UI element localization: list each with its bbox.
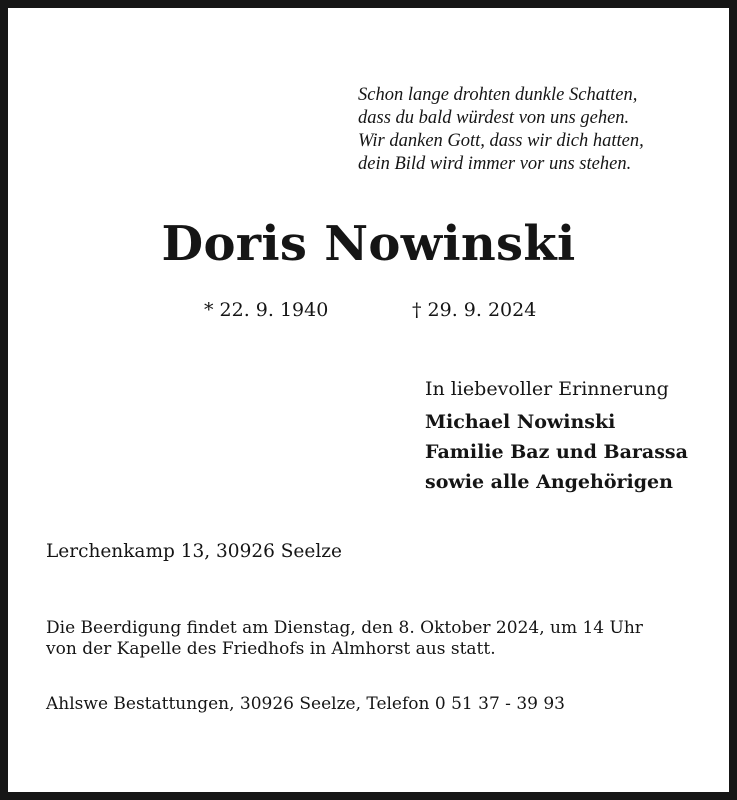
deceased-name: Doris Nowinski: [161, 216, 576, 272]
funeral-line: Die Beerdigung findet am Dienstag, den 8. Oktober 2024, um 14 Uhr: [46, 618, 643, 638]
poem-line: dass du bald würdest von uns gehen.: [358, 108, 630, 128]
poem-line: dein Bild wird immer vor uns stehen.: [358, 154, 632, 174]
mourner-name: Michael Nowinski: [425, 411, 616, 433]
mourner-name: sowie alle Angehörigen: [425, 471, 673, 493]
poem-line: Schon lange drohten dunkle Schatten,: [358, 85, 638, 105]
memorial-poem: [358, 84, 718, 176]
funeral-info: [46, 618, 726, 660]
death-date: † 29. 9. 2024: [412, 299, 537, 321]
funeral-line: von der Kapelle des Friedhofs in Almhorst aus statt.: [46, 639, 496, 659]
remembrance-line: In liebevoller Erinnerung: [425, 378, 669, 400]
poem-line: Wir danken Gott, dass wir dich hatten,: [358, 131, 644, 151]
mourner-name: Familie Baz und Barassa: [425, 441, 688, 463]
undertaker-info: Ahlswe Bestattungen, 30926 Seelze, Telefon 0 51 37 - 39 93: [46, 694, 565, 714]
mourners-block: [425, 374, 725, 497]
birth-date: * 22. 9. 1940: [204, 299, 329, 321]
family-address: Lerchenkamp 13, 30926 Seelze: [46, 541, 342, 562]
